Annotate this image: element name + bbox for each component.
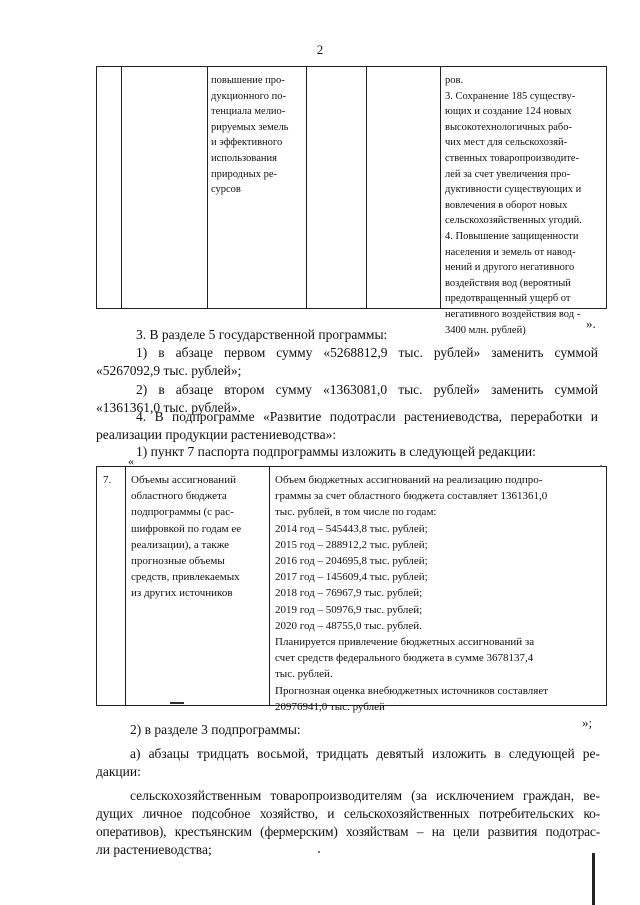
paragraph: дущих личное подсобное хозяйство, и сельскохозяйственных потребительских ко- [96, 806, 600, 821]
table-divider [121, 67, 122, 308]
cell-line: дукционного по- [211, 90, 286, 102]
cell-line: 4. Повышение защищенности [445, 230, 579, 242]
paragraph: «1361361,0 тыс. рублей». [96, 400, 241, 415]
opening-quote: « [128, 454, 134, 468]
cell-line: 2019 год – 50976,9 тыс. рублей; [275, 603, 423, 616]
page-number: 2 [316, 42, 324, 57]
cell-line: областного бюджета [131, 490, 227, 503]
cell-line: вовлечения в оборот новых [445, 199, 568, 211]
cell-line: счет средств федерального бюджета в сумме 3678137,4 [275, 652, 534, 665]
paragraph: 4. В подпрограмме «Развитие подотрасли растениеводства, переработки и [136, 409, 598, 424]
paragraph: а) абзацы тридцать восьмой, тридцать девятый изложить в следующей ре- [130, 746, 600, 761]
passport-table [96, 466, 607, 713]
table-divider [269, 467, 270, 705]
paragraph: 3. В разделе 5 государственной программы: [136, 327, 388, 342]
cell-line: из других источников [131, 587, 233, 600]
cell-line: тыс. рублей, в том числе по годам: [275, 506, 437, 519]
cell-line: 2020 год – 48755,0 тыс. рублей. [275, 619, 422, 632]
closing-quote: »; [582, 715, 593, 730]
cell-line: ственных товаропроизводите- [445, 152, 580, 164]
cell-line: 2014 год – 545443,8 тыс. рублей; [275, 522, 428, 535]
cell-line: реализации), а также [131, 538, 230, 551]
cell-line: 2016 год – 204695,8 тыс. рублей; [275, 555, 428, 568]
cell-line: чих мест для сельскохозяй- [445, 137, 568, 149]
table-divider [306, 67, 307, 308]
cell-line: Объемы ассигнований [131, 474, 236, 486]
paragraph: «5267092,9 тыс. рублей»; [96, 363, 242, 378]
paragraph: ли растениеводства; [96, 842, 212, 857]
paragraph: 2) в абзаце втором сумму «1363081,0 тыс. рублей» заменить суммой [136, 382, 598, 397]
cell-line: сурсов [211, 184, 241, 196]
cell-line: ющих и создание 124 новых [445, 106, 572, 118]
cell-line: и эффективного [211, 137, 283, 149]
results-cell [445, 73, 582, 338]
cell-line: ров. [445, 75, 464, 86]
cell-line: негативного воздействия вод - [445, 308, 581, 320]
paragraph: 1) пункт 7 паспорта подпрограммы изложить в следующей редакции: [136, 444, 536, 459]
cell-line: подпрограммы (с рас- [131, 506, 234, 519]
cell-line: рируемых земель [211, 121, 289, 133]
cell-line: 3400 млн. рублей) [445, 324, 526, 336]
table-divider [125, 467, 126, 705]
cell-line: Объем бюджетных ассигнований на реализацию подпро- [275, 474, 543, 486]
paragraph: 1) в абзаце первом сумму «5268812,9 тыс. рублей» заменить суммой [136, 345, 598, 360]
cell-line: сельскохозяйственных угодий. [445, 215, 582, 227]
cell-line: граммы за счет областного бюджета составляет 1361361,0 [275, 490, 548, 503]
cell-line: нений и другого негативного [445, 262, 575, 274]
paragraph: 2) в разделе 3 подпрограммы: [130, 722, 301, 737]
cell-line: населения и земель от навод- [445, 246, 576, 258]
item-label-cell [131, 472, 241, 602]
cell-line: средств, привлекаемых [131, 571, 240, 584]
cell-line: 2018 год – 76967,9 тыс. рублей; [275, 587, 423, 600]
item-number: 7. [103, 474, 112, 486]
table-divider [366, 67, 367, 308]
cell-line: Планируется привлечение бюджетных ассигнований за [275, 636, 535, 649]
scan-speck [318, 851, 320, 853]
cell-line: Прогнозная оценка внебюджетных источников составляет [275, 684, 549, 697]
cell-line: 20976941,0 тыс. рублей [275, 700, 385, 713]
cell-line: 3. Сохранение 185 существу- [445, 90, 576, 102]
cell-line: лей за счет увеличения про- [445, 168, 571, 180]
cell-line: тыс. рублей. [275, 668, 333, 681]
cell-line: повышение про- [211, 75, 285, 86]
item-content-cell [275, 472, 603, 715]
closing-quote: ». [586, 316, 596, 331]
cell-line: прогнозные объемы [131, 555, 225, 568]
cell-line: предотвращенный ущерб от [445, 293, 571, 305]
paragraph: сельскохозяйственным товаропроизводителям (за исключением граждан, ве- [130, 788, 600, 803]
cell-line: дуктивности существующих и [445, 184, 582, 196]
paragraph: реализации продукции растениеводства»: [96, 427, 337, 442]
cell-line: 2017 год – 145609,4 тыс. рублей; [275, 571, 428, 584]
paragraph: дакции: [96, 764, 141, 779]
paragraph: оперативов), крестьянским (фермерским) хозяйствам – на цели развития подотрас- [96, 824, 600, 839]
goal-cell [211, 73, 288, 198]
scan-mark [170, 702, 184, 704]
scan-speck [600, 465, 602, 467]
cell-line: воздействия вод (вероятный [445, 277, 571, 289]
cell-line: 2015 год – 288912,2 тыс. рублей; [275, 538, 428, 551]
table-divider [440, 67, 441, 308]
table-divider [207, 67, 208, 308]
scan-edge-line [592, 853, 595, 905]
cell-line: природных ре- [211, 168, 277, 180]
cell-line: использования [211, 152, 277, 164]
cell-line: тенциала мелио- [211, 106, 286, 118]
cell-line: высокотехнологичных рабо- [445, 121, 572, 133]
cell-line: шифровкой по годам ее [131, 522, 242, 535]
